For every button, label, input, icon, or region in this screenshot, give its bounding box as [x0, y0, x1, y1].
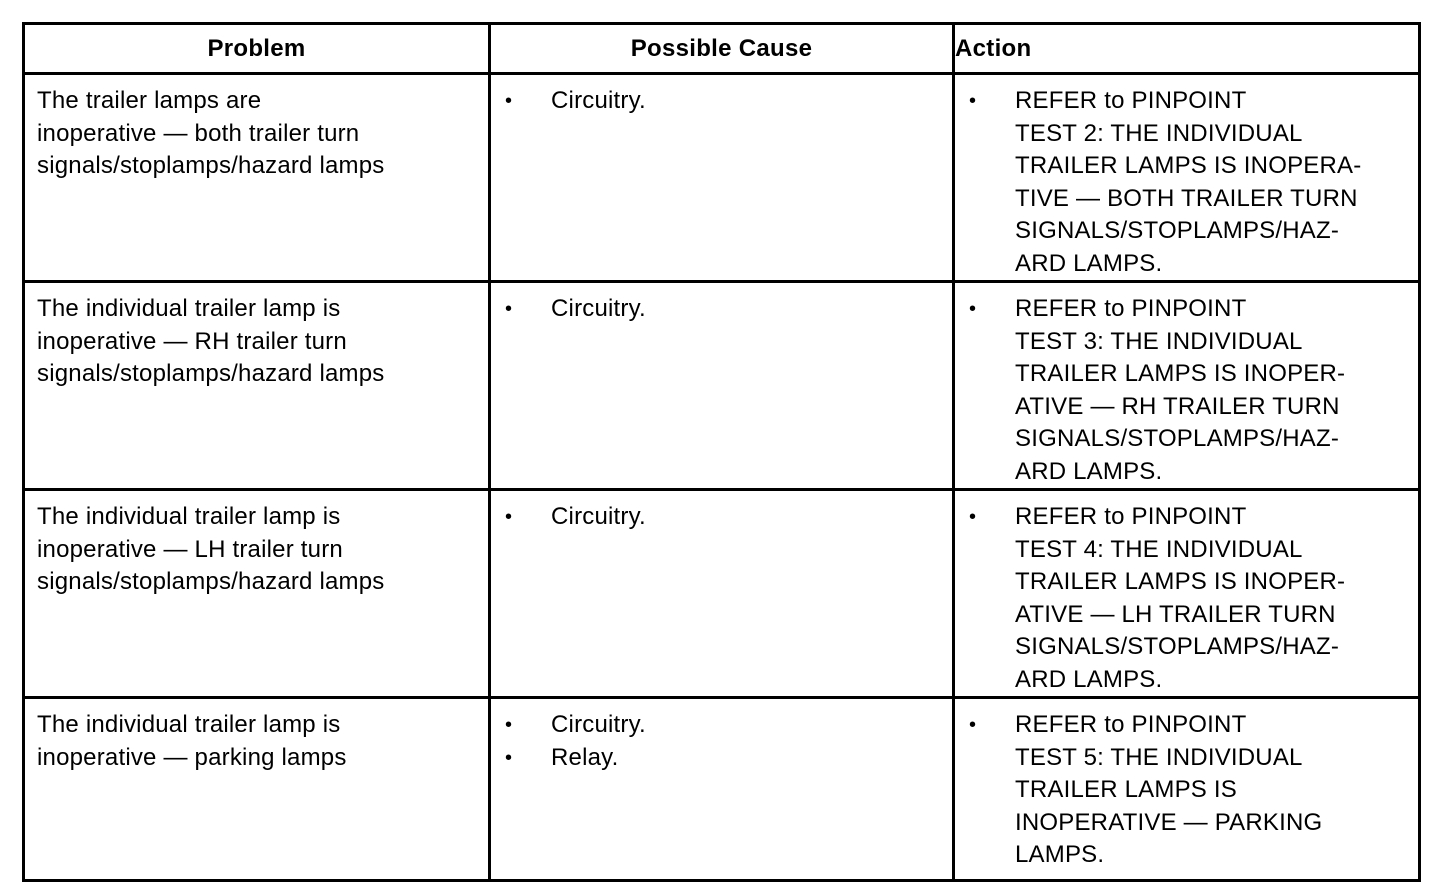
- table-row: [24, 490, 1420, 698]
- cause-cell: [490, 490, 954, 698]
- cause-cell: [490, 282, 954, 490]
- problem-cell: [24, 490, 490, 698]
- problem-text: The individual trailer lamp is inoperative — RH trailer turn signals/stoplamps/hazard lamps: [37, 295, 385, 387]
- bullet-icon: •: [969, 298, 977, 320]
- problem-text: The individual trailer lamp is inoperative — LH trailer turn signals/stoplamps/hazard lamps: [37, 503, 385, 595]
- diagnostic-table: [22, 22, 1421, 882]
- problem-cell: [24, 282, 490, 490]
- cause-cell: [490, 74, 954, 282]
- table-row: [24, 74, 1420, 282]
- action-item: • REFER to PINPOINT TEST 2: THE INDIVIDUAL TRAILER LAMPS IS INOPERA- TIVE — BOTH TRAILER TURN SIGNALS/STOPLAMPS/HAZ- ARD LAMPS.: [969, 87, 1362, 277]
- problem-cell: [24, 74, 490, 282]
- action-cell: [954, 490, 1420, 698]
- action-item: • REFER to PINPOINT TEST 3: THE INDIVIDUAL TRAILER LAMPS IS INOPER- ATIVE — RH TRAILER TURN SIGNALS/STOPLAMPS/HAZ- ARD LAMPS.: [969, 295, 1346, 485]
- problem-text: The trailer lamps are inoperative — both trailer turn signals/stoplamps/hazard lamps: [37, 87, 385, 179]
- action-cell: [954, 698, 1420, 881]
- cause-item: • Circuitry.: [491, 293, 952, 326]
- bullet-icon: •: [505, 746, 513, 769]
- action-list: [955, 283, 1418, 488]
- action-cell: [954, 282, 1420, 490]
- bullet-icon: •: [505, 298, 513, 320]
- table-row: [24, 698, 1420, 881]
- cause-item: • Circuitry.: [491, 709, 952, 742]
- cause-list: [491, 491, 952, 534]
- header-possible-cause: Possible Cause: [490, 24, 954, 74]
- cause-list: [491, 75, 952, 118]
- cause-list: [491, 283, 952, 326]
- header-action: Action: [954, 24, 1420, 74]
- action-list: [955, 491, 1418, 696]
- cause-item: • Circuitry.: [491, 501, 952, 534]
- cause-cell: [490, 698, 954, 881]
- header-problem: Problem: [24, 24, 490, 74]
- action-item: • REFER to PINPOINT TEST 5: THE INDIVIDUAL TRAILER LAMPS IS INOPERATIVE — PARKING LAMPS.: [969, 711, 1323, 868]
- bullet-icon: •: [505, 714, 513, 736]
- action-cell: [954, 74, 1420, 282]
- problem-text: The individual trailer lamp is inoperative — parking lamps: [37, 711, 347, 771]
- table-row: [24, 282, 1420, 490]
- action-item: • REFER to PINPOINT TEST 4: THE INDIVIDUAL TRAILER LAMPS IS INOPER- ATIVE — LH TRAILER TURN SIGNALS/STOPLAMPS/HAZ- ARD LAMPS.: [969, 503, 1346, 693]
- cause-list: [491, 699, 952, 774]
- bullet-icon: •: [505, 90, 513, 112]
- bullet-icon: •: [969, 714, 977, 736]
- problem-cell: [24, 698, 490, 881]
- action-list: [955, 699, 1418, 872]
- bullet-icon: •: [505, 506, 513, 528]
- bullet-icon: •: [969, 506, 977, 528]
- cause-item: • Circuitry.: [491, 85, 952, 118]
- cause-item: • Relay.: [491, 742, 952, 775]
- header-row: [24, 24, 1420, 74]
- action-list: [955, 75, 1418, 280]
- bullet-icon: •: [969, 90, 977, 112]
